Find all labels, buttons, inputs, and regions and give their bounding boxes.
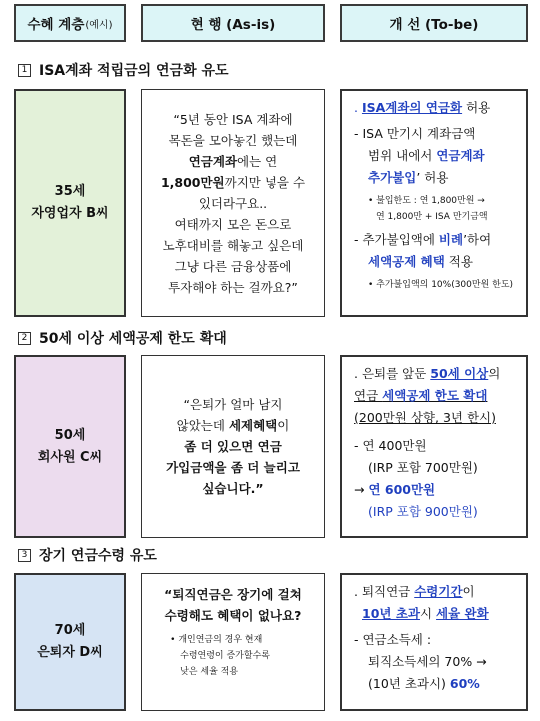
section-3-number: 3 <box>18 549 31 562</box>
tobe-1-line-4: ’ 허용 <box>416 170 449 185</box>
section-1-title-text: ISA계좌 적립금의 연금화 유도 <box>39 63 229 79</box>
quote-2-line-2-bold: 세제혜택 <box>228 418 278 433</box>
tobe-3-line-1-suffix: 이 <box>462 584 475 599</box>
as-is-quote-2 <box>141 355 325 538</box>
tobe-3-line-2: 시 <box>419 606 437 621</box>
quote-3-line-2: 수령해도 혜택이 없나요? <box>164 608 302 623</box>
quote-1-line-3: 에는 연 <box>237 153 278 169</box>
tobe-1-line-8-emph: 세액공제 혜택 <box>368 254 445 269</box>
quote-3-note-2: 수령연령이 증가할수록 <box>180 651 270 661</box>
quote-1-line-7: 노후대비를 해놓고 싶은데 <box>162 237 304 253</box>
quote-2-line-1: “은퇴가 얼마 남지 <box>183 397 283 412</box>
tobe-1-line-7: - 추가불입액에 <box>354 232 439 247</box>
tobe-1-line-8: 적용 <box>444 254 473 269</box>
quote-1-line-6: 여태까지 모은 돈으로 <box>174 216 292 232</box>
quote-1-line-4: 까지만 넣을 수 <box>224 174 306 190</box>
header-to-be <box>340 4 528 42</box>
tobe-1-headline-suffix: 허용 <box>462 100 491 115</box>
tobe-3-line-4: 퇴직소득세의 70% → <box>368 654 487 669</box>
section-2-title <box>18 328 227 348</box>
beneficiary-3-job: 은퇴자 D씨 <box>37 645 103 660</box>
beneficiary-1-age: 35세 <box>54 184 86 199</box>
quote-1-line-8: 그냥 다른 금융상품에 <box>174 258 292 274</box>
section-1-title <box>18 60 229 80</box>
header-beneficiary-label: 수혜 계층 <box>27 17 85 33</box>
quote-3-note-3: 낮은 세율 적용 <box>180 667 239 677</box>
tobe-1-line-3-emph: 연금계좌 <box>436 148 485 163</box>
to-be-box-2 <box>340 355 528 538</box>
section-1-number: 1 <box>18 64 31 77</box>
tobe-1-line-2: - ISA 만기시 계좌금액 <box>354 126 476 141</box>
tobe-2-line-4: - 연 400만원 <box>354 438 427 453</box>
tobe-2-line-6-emph: 연 600만원 <box>368 482 436 497</box>
header-as-is-label: 현 행 (As-is) <box>190 17 276 33</box>
tobe-3-line-2-emph: 10년 초과 <box>362 606 420 621</box>
quote-3-line-1: “퇴직연금은 장기에 걸쳐 <box>164 587 302 602</box>
beneficiary-box-1 <box>14 89 126 317</box>
quote-1-line-5: 있더라구요.. <box>198 195 268 211</box>
tobe-2-line-2-emph: 세액공제 한도 확대 <box>382 388 488 403</box>
tobe-1-line-7-suffix: ’하여 <box>463 232 492 247</box>
tobe-3-line-1: . 퇴직연금 <box>354 584 415 599</box>
to-be-box-1: . ISA계좌의 연금화 허용 - ISA 만기시 계좌금액 범위 내에서 연금계좌 추가불입’ 허용 • 불입한도 : 연 1,800만원 → 연 1,800만 + ISA 만기금액 - 추가불입액에 비례’하여 세액공제 혜택 적용 • 추가불입액의 10%(300만원 한도) <box>340 89 528 317</box>
as-is-quote-1 <box>141 89 325 317</box>
beneficiary-2-age: 50세 <box>54 427 86 443</box>
tobe-3-line-5-emph: 60% <box>449 676 480 691</box>
beneficiary-box-2 <box>14 355 126 538</box>
tobe-2-line-2: 연금 <box>354 388 383 403</box>
quote-2-line-3: 좀 더 있으면 연금 <box>184 439 282 454</box>
quote-1-line-1: “5년 동안 ISA 계좌에 <box>173 111 293 127</box>
tobe-3-line-2-emph-2: 세율 완화 <box>436 606 489 621</box>
tobe-1-headline: ISA계좌의 연금화 <box>361 100 463 115</box>
tobe-3-line-1-emph: 수령기간 <box>414 584 463 599</box>
beneficiary-2-job: 회사원 C씨 <box>37 449 103 465</box>
section-3-title <box>18 545 157 565</box>
tobe-1-note-3: • 추가불입액의 10%(300만원 한도) <box>368 280 514 290</box>
header-as-is <box>141 4 325 42</box>
tobe-1-note-1: • 불입한도 : 연 1,800만원 → <box>368 196 485 206</box>
section-3-title-text: 장기 연금수령 유도 <box>39 548 157 564</box>
tobe-2-line-1: . 은퇴를 앞둔 <box>354 366 431 381</box>
tobe-1-line-4-emph: 추가불입 <box>368 170 417 185</box>
quote-1-line-3-bold: 연금계좌 <box>188 153 238 169</box>
quote-2-line-2-suffix: 이 <box>277 418 290 433</box>
quote-2-line-5: 싶습니다.” <box>202 481 264 496</box>
tobe-1-line-3: 범위 내에서 <box>368 148 437 163</box>
tobe-2-line-1-suffix: 의 <box>488 366 501 381</box>
section-2-number: 2 <box>18 332 31 345</box>
beneficiary-box-3 <box>14 573 126 711</box>
header-beneficiary-note: (예시) <box>85 19 113 31</box>
quote-1-line-2: 목돈을 모아놓긴 했는데 <box>168 132 298 148</box>
header-beneficiary <box>14 4 126 42</box>
header-to-be-label: 개 선 (To-be) <box>389 17 479 33</box>
tobe-2-line-7: (IRP 포함 900만원) <box>368 504 478 519</box>
tobe-3-line-5: (10년 초과시) <box>368 676 450 691</box>
tobe-2-line-1-emph: 50세 이상 <box>430 366 489 381</box>
beneficiary-3-age: 70세 <box>54 623 86 638</box>
quote-2-line-4: 가입금액을 좀 더 늘리고 <box>166 460 300 475</box>
tobe-2-line-6: → <box>354 482 369 497</box>
tobe-1-line-7-emph: 비례 <box>438 232 464 247</box>
as-is-quote-3 <box>141 573 325 711</box>
quote-2-line-2: 않았는데 <box>176 418 229 433</box>
tobe-3-line-3: - 연금소득세 : <box>354 632 432 647</box>
section-2-title-text: 50세 이상 세액공제 한도 확대 <box>39 331 227 347</box>
tobe-1-note-2: 연 1,800만 + ISA 만기금액 <box>376 212 488 222</box>
quote-1-line-4-bold: 1,800만원 <box>160 174 225 190</box>
tobe-2-line-5: (IRP 포함 700만원) <box>368 460 478 475</box>
quote-3-note-1: • 개인연금의 경우 현재 <box>170 635 263 645</box>
beneficiary-1-job: 자영업자 B씨 <box>31 206 109 221</box>
quote-1-line-9: 투자해야 하는 걸까요?” <box>168 279 298 295</box>
tobe-2-line-3: (200만원 상향, 3년 한시) <box>354 410 496 425</box>
to-be-box-3 <box>340 573 528 711</box>
